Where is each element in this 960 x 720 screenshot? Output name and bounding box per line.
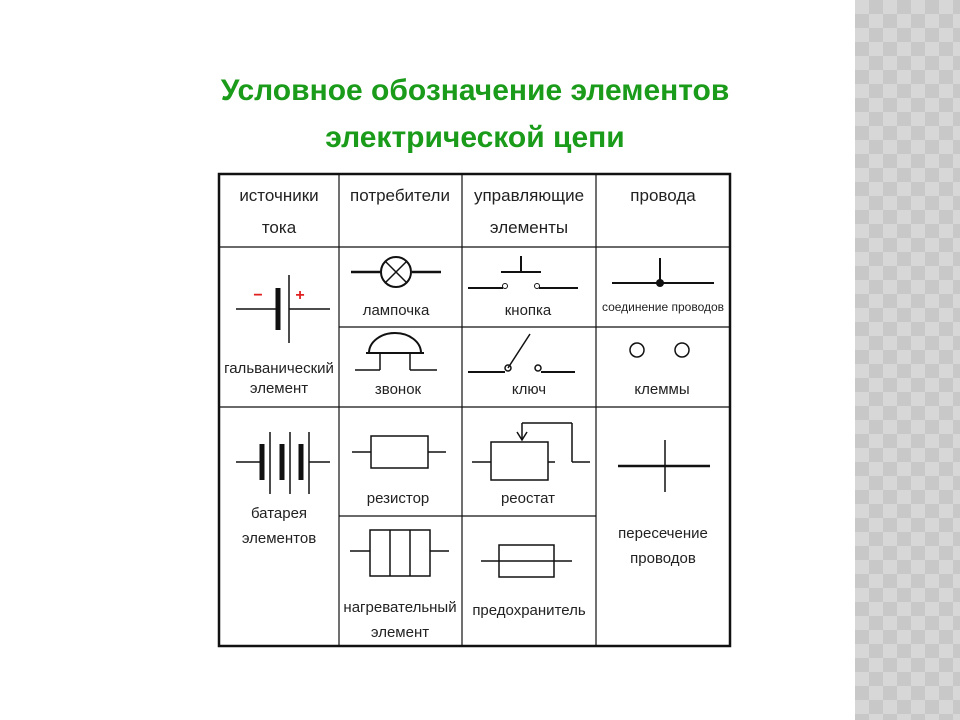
label-galvanic-line-1: гальванический <box>224 360 334 377</box>
header-consumers: потребители <box>350 186 450 205</box>
label-resistor: резистор <box>366 490 430 507</box>
label-switch: ключ <box>511 381 547 398</box>
label-wire-junction: соединение проводов <box>601 300 725 314</box>
label-fuse: предохранитель <box>472 602 586 619</box>
label-heater-line-2: элемент <box>370 624 430 641</box>
polarity-minus: − <box>253 287 263 304</box>
fuse-symbol <box>481 545 572 577</box>
header-wires: провода <box>630 186 696 205</box>
bell-symbol <box>355 333 437 370</box>
label-wire-crossing-line-1: пересечение <box>618 525 708 542</box>
heating-element-symbol <box>350 530 449 576</box>
label-terminals: клеммы <box>634 381 690 398</box>
button-symbol <box>468 256 578 289</box>
galvanic-cell-symbol <box>236 275 330 343</box>
label-galvanic-line-2: элемент <box>249 380 309 397</box>
table-border <box>219 174 730 646</box>
label-heater-line-1: нагревательный <box>343 599 457 616</box>
wire-crossing-symbol <box>618 440 710 492</box>
label-battery-line-1: батарея <box>250 505 308 522</box>
battery-symbol <box>236 432 330 494</box>
polarity-plus: + <box>295 287 305 304</box>
header-sources-line-2: тока <box>261 218 297 237</box>
resistor-symbol <box>352 436 446 468</box>
rheostat-symbol <box>472 423 590 480</box>
header-controls-line-2: элементы <box>489 218 569 237</box>
title-line-2: электрической цепи <box>325 121 625 154</box>
lamp-symbol <box>351 257 441 287</box>
wire-junction-symbol <box>612 258 714 287</box>
label-battery-line-2: элементов <box>241 530 317 547</box>
label-bell: звонок <box>374 381 422 398</box>
label-lamp: лампочка <box>362 302 430 319</box>
switch-symbol <box>468 334 575 372</box>
label-button: кнопка <box>504 302 552 319</box>
header-controls-line-1: управляющие <box>473 186 585 205</box>
terminals-symbol <box>630 343 689 357</box>
label-rheostat: реостат <box>500 490 556 507</box>
symbols-table <box>219 174 730 646</box>
title-line-1: Условное обозначение элементов <box>220 74 730 107</box>
label-wire-crossing-line-2: проводов <box>630 550 696 567</box>
header-sources-line-1: источники <box>239 186 319 205</box>
